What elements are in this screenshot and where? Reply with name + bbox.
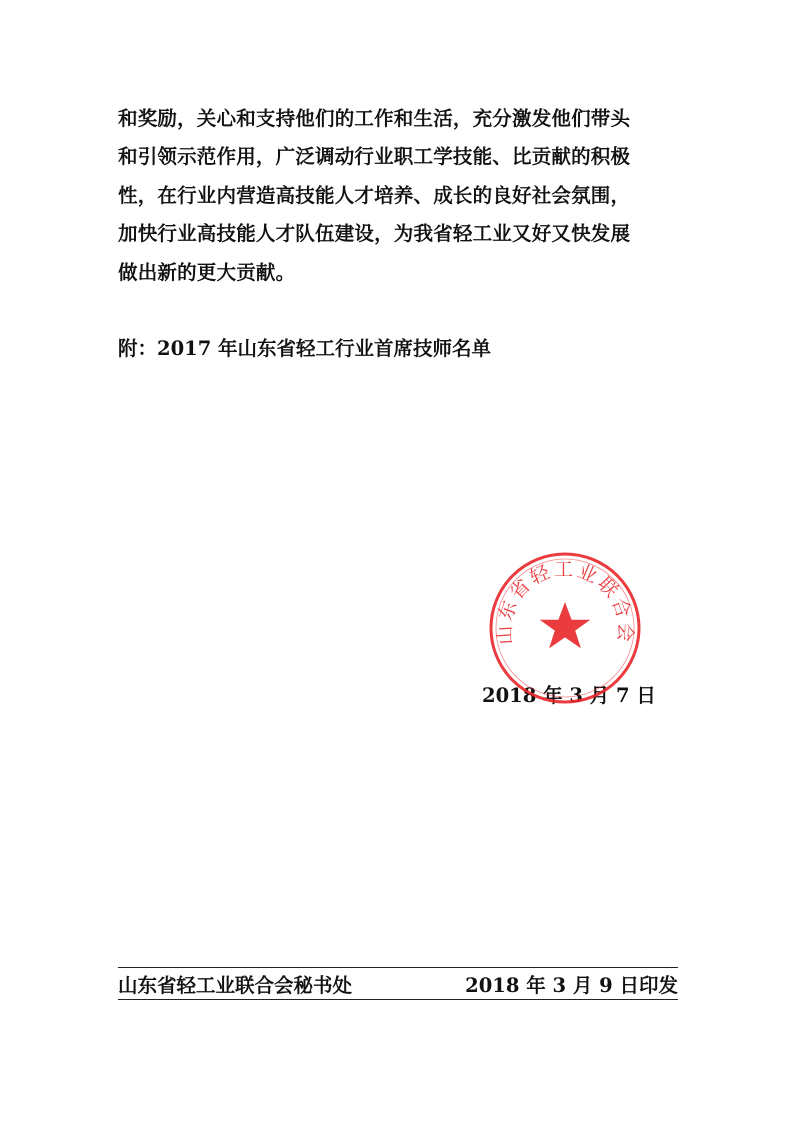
footer-issue-date: 2018 年 3 月 9 日印发	[465, 974, 678, 997]
footer-rule-bottom	[118, 999, 678, 1000]
footer-rule-top	[118, 967, 678, 968]
seal-text: 山东省轻工业联合会	[493, 558, 637, 646]
body-line: 和奖励，关心和支持他们的工作和生活，充分激发他们带头	[118, 107, 631, 130]
body-line: 性，在行业内营造高技能人才培养、成长的良好社会氛围，	[118, 183, 631, 207]
body-line: 和引领示范作用，广泛调动行业职工学技能、比贡献的积极	[118, 145, 631, 169]
body-paragraph	[118, 100, 688, 292]
official-seal	[487, 550, 643, 706]
body-line: 做出新的更大贡献。	[118, 260, 296, 284]
footer-issuer: 山东省轻工业联合会秘书处	[118, 974, 353, 997]
seal-star-icon	[540, 602, 591, 648]
attachment-note: 附：2017 年山东省轻工行业首席技师名单	[118, 337, 492, 360]
document-date: 2018 年 3 月 7 日	[482, 684, 656, 707]
body-line: 加快行业高技能人才队伍建设，为我省轻工业又好又快发展	[118, 222, 631, 246]
